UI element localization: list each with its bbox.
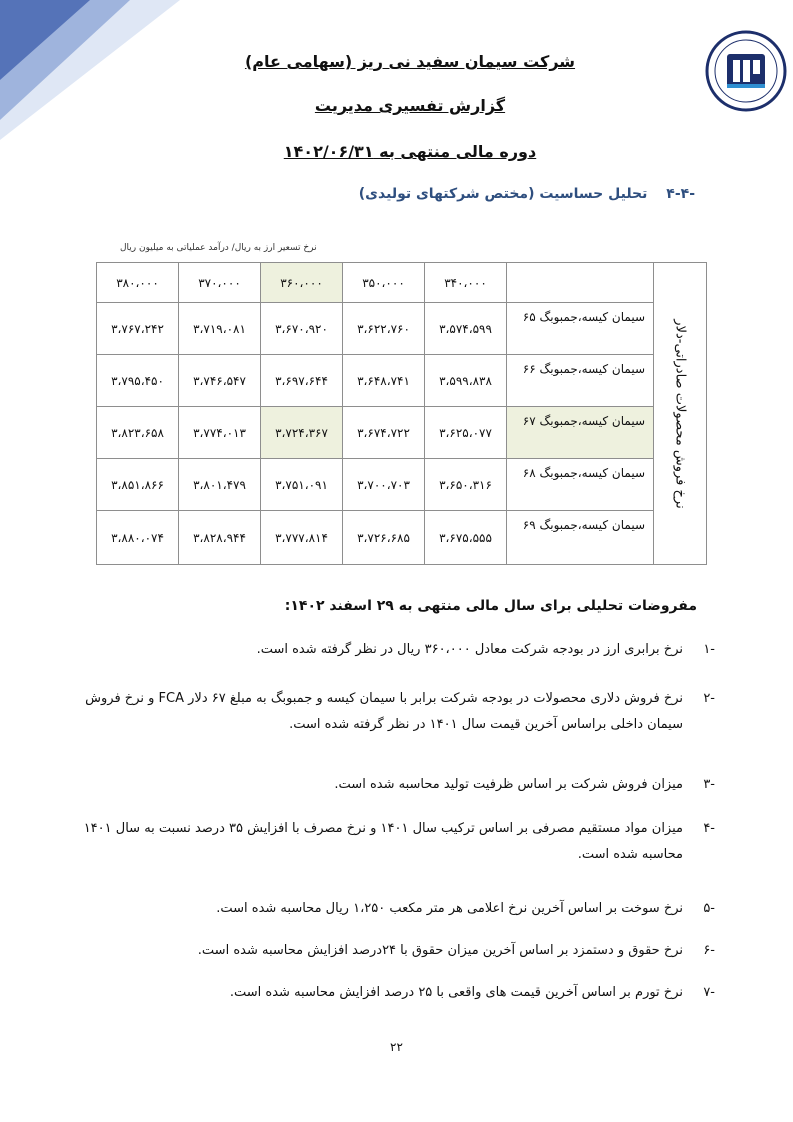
section-title: تحلیل حساسیت (مختص شرکتهای تولیدی) [358, 186, 648, 202]
item-number: -۷ [703, 985, 715, 1000]
value-cell: ۳،۷۰۰،۷۰۳ [343, 459, 425, 511]
value-cell: ۳،۷۹۵،۴۵۰ [97, 355, 179, 407]
report-title: گزارش تفسیری مدیریت [314, 96, 506, 115]
column-header: ۳۸۰،۰۰۰ [97, 263, 179, 303]
item-text: نرخ تورم بر اساس آخرین قیمت های واقعی با ۲۵ درصد افزایش محاسبه شده است. [229, 985, 683, 1000]
table-row [97, 303, 707, 355]
value-cell-highlighted: ۳،۷۲۴،۳۶۷ [261, 407, 343, 459]
item-number: -۵ [703, 901, 715, 916]
company-logo-icon [705, 30, 787, 112]
column-header-highlighted: ۳۶۰،۰۰۰ [261, 263, 343, 303]
value-cell: ۳،۷۱۹،۰۸۱ [179, 303, 261, 355]
assumption-item [71, 816, 715, 868]
column-header: ۳۵۰،۰۰۰ [343, 263, 425, 303]
row-label: سیمان کیسه،جمبوبگ ۶۸ [507, 459, 654, 511]
item-text: نرخ سوخت بر اساس آخرین نرخ اعلامی هر متر مکعب ۱،۲۵۰ ریال محاسبه شده است. [216, 901, 683, 916]
assumption-item [63, 686, 715, 738]
section-heading [359, 186, 695, 202]
item-number: -۶ [703, 943, 715, 958]
item-number: -۲ [703, 691, 715, 706]
assumption-item [83, 637, 715, 663]
value-cell: ۳،۶۷۴،۷۲۲ [343, 407, 425, 459]
value-cell: ۳،۷۲۶،۶۸۵ [343, 511, 425, 565]
value-cell: ۳،۸۸۰،۰۷۴ [97, 511, 179, 565]
table-caption: نرخ تسعیر ارز به ریال/ درآمد عملیاتی به میلیون ریال [120, 243, 317, 253]
table-row [97, 459, 707, 511]
side-label: نرخ فروش محصولات صادراتی-دلار [672, 318, 688, 509]
empty-header-cell [507, 263, 654, 303]
value-cell: ۳،۸۲۸،۹۴۴ [179, 511, 261, 565]
assumption-item [83, 772, 715, 798]
value-cell: ۳،۶۲۵،۰۷۷ [425, 407, 507, 459]
sensitivity-table [96, 262, 707, 565]
row-label: سیمان کیسه،جمبوبگ ۶۶ [507, 355, 654, 407]
value-cell: ۳،۶۴۸،۷۴۱ [343, 355, 425, 407]
assumption-item [83, 980, 715, 1006]
table-row [97, 511, 707, 565]
assumptions-title: مفروضات تحلیلی برای سال مالی منتهی به ۲۹ اسفند ۱۴۰۲: [284, 598, 697, 614]
item-text: میزان فروش شرکت بر اساس ظرفیت تولید محاسبه شده است. [334, 777, 683, 792]
value-cell: ۳،۶۷۰،۹۲۰ [261, 303, 343, 355]
column-header: ۳۴۰،۰۰۰ [425, 263, 507, 303]
item-number: -۱ [703, 642, 715, 657]
assumption-item [83, 938, 715, 964]
table-row [97, 355, 707, 407]
value-cell: ۳،۵۷۴،۵۹۹ [425, 303, 507, 355]
value-cell: ۳،۶۹۷،۶۴۴ [261, 355, 343, 407]
value-cell: ۳،۶۲۲،۷۶۰ [343, 303, 425, 355]
value-cell: ۳،۸۰۱،۴۷۹ [179, 459, 261, 511]
page-number: ۲۲ [390, 1040, 403, 1054]
table-row-highlighted [97, 407, 707, 459]
item-text: نرخ حقوق و دستمزد بر اساس آخرین میزان حقوق با ۲۴درصد افزایش محاسبه شده است. [197, 943, 683, 958]
item-number: -۳ [703, 777, 715, 792]
value-cell: ۳،۷۷۴،۰۱۳ [179, 407, 261, 459]
item-text: نرخ فروش دلاری محصولات در بودجه شرکت برابر با سیمان کیسه و جمبوبگ به مبلغ ۶۷ دلار FCA و نرخ فروش سیمان داخلی براساس آخرین قیمت سال ۱۴۰۱ در نظر گرفته شده است. [85, 691, 683, 732]
value-cell: ۳،۶۵۰،۳۱۶ [425, 459, 507, 511]
assumption-item [83, 896, 715, 922]
value-cell: ۳،۶۷۵،۵۵۵ [425, 511, 507, 565]
item-text: نرخ برابری ارز در بودجه شرکت معادل ۳۶۰،۰۰۰ ریال در نظر گرفته شده است. [256, 642, 683, 657]
company-title: شرکت سیمان سفید نی ریز (سهامی عام) [244, 52, 576, 71]
value-cell: ۳،۷۷۷،۸۱۴ [261, 511, 343, 565]
row-label: سیمان کیسه،جمبوبگ ۶۵ [507, 303, 654, 355]
column-header: ۳۷۰،۰۰۰ [179, 263, 261, 303]
value-cell: ۳،۷۴۶،۵۴۷ [179, 355, 261, 407]
row-label-highlighted: سیمان کیسه،جمبوبگ ۶۷ [507, 407, 654, 459]
value-cell: ۳،۸۵۱،۸۶۶ [97, 459, 179, 511]
period-title: دوره مالی منتهی به ۱۴۰۲/۰۶/۳۱ [283, 142, 537, 161]
row-label: سیمان کیسه،جمبوبگ ۶۹ [507, 511, 654, 565]
value-cell: ۳،۸۲۳،۶۵۸ [97, 407, 179, 459]
value-cell: ۳،۷۵۱،۰۹۱ [261, 459, 343, 511]
side-label-cell [654, 263, 707, 565]
item-text: میزان مواد مستقیم مصرفی بر اساس ترکیب سال ۱۴۰۱ و نرخ مصرف با افزایش ۳۵ درصد نسبت به سال ۱۴۰۱ محاسبه شده است. [83, 821, 683, 862]
value-cell: ۳،۷۶۷،۲۴۲ [97, 303, 179, 355]
value-cell: ۳،۵۹۹،۸۳۸ [425, 355, 507, 407]
section-number: -۴-۴ [666, 186, 695, 202]
table-header-row [97, 263, 707, 303]
item-number: -۴ [703, 821, 715, 836]
